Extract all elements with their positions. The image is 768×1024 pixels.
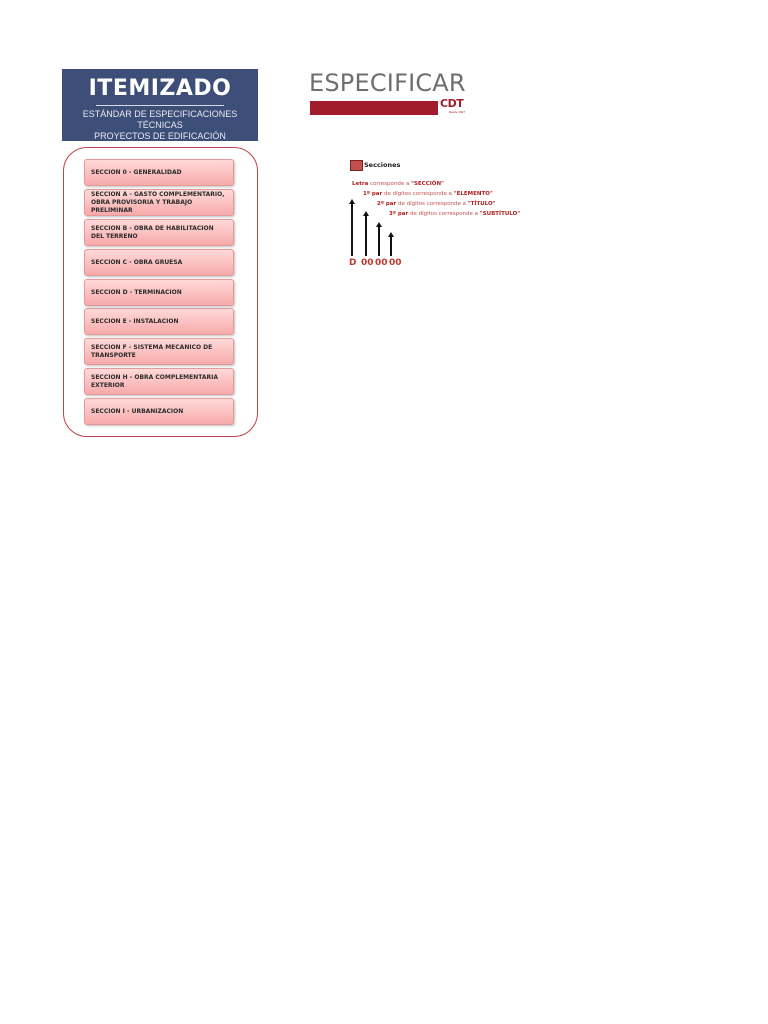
section-button-0[interactable]: SECCION 0 - GENERALIDAD [84, 159, 234, 186]
arrow-up-icon [390, 236, 392, 256]
code-token-pair3: 00 [389, 258, 402, 268]
itemizado-header [62, 69, 258, 141]
code-line-pair1 [363, 190, 493, 198]
section-button-a[interactable]: SECCION A - GASTO COMPLEMENTARIO, OBRA PROVISORIA Y TRABAJO PRELIMINAR [84, 189, 234, 216]
code-token-letter: D [349, 258, 357, 268]
legend-swatch [350, 160, 363, 171]
code-line-mid: de dígitos corresponde a [397, 201, 467, 207]
code-line-pair2 [377, 200, 496, 208]
cdt-logo [440, 98, 465, 116]
code-line-value: "ELEMENTO" [453, 191, 493, 197]
arrow-up-icon [351, 203, 353, 256]
code-line-mid: corresponde a [370, 181, 410, 187]
section-button-c[interactable]: SECCION C - OBRA GRUESA [84, 249, 234, 276]
code-line-value: "SUBTÍTULO" [479, 211, 521, 217]
header-title: ITEMIZADO [88, 76, 232, 101]
arrow-up-icon [365, 215, 367, 256]
section-button-f[interactable]: SECCION F - SISTEMA MECANICO DE TRANSPORTE [84, 338, 234, 365]
code-line-key: Letra [352, 181, 369, 187]
section-button-d[interactable]: SECCION D - TERMINACION [84, 279, 234, 306]
code-line-mid: de dígitos corresponde a [409, 211, 479, 217]
section-button-b[interactable]: SECCION B - OBRA DE HABILITACION DEL TERRENO [84, 219, 234, 246]
header-subtitle-line1: ESTÁNDAR DE ESPECIFICACIONES TÉCNICAS [82, 109, 238, 130]
code-line-mid: de dígitos corresponde a [383, 191, 453, 197]
cdt-logo-text: CDT [440, 97, 464, 110]
code-line-key: 1º par [363, 191, 383, 197]
code-line-value: "TÍTULO" [467, 201, 496, 207]
header-divider [96, 105, 224, 106]
legend-label: Secciones [364, 161, 401, 169]
section-button-e[interactable]: SECCION E - INSTALACION [84, 308, 234, 335]
code-line-key: 2º par [377, 201, 397, 207]
code-line-value: "SECCIÓN" [411, 181, 444, 187]
header-subtitle-line2: PROYECTOS DE EDIFICACIÓN [94, 131, 226, 141]
brand-accent-bar [310, 101, 438, 115]
code-line-letter [352, 180, 444, 188]
brand-title: ESPECIFICAR [309, 69, 466, 97]
code-line-pair3 [389, 210, 520, 218]
section-button-i[interactable]: SECCION I - URBANIZACION [84, 398, 234, 425]
arrow-up-icon [378, 226, 380, 256]
code-token-pair2: 00 [375, 258, 388, 268]
code-token-pair1: 00 [361, 258, 374, 268]
code-line-key: 3º par [389, 211, 409, 217]
section-button-h[interactable]: SECCION H - OBRA COMPLEMENTARIA EXTERIOR [84, 368, 234, 395]
cdt-logo-tagline: Desde 1927 [448, 110, 465, 114]
